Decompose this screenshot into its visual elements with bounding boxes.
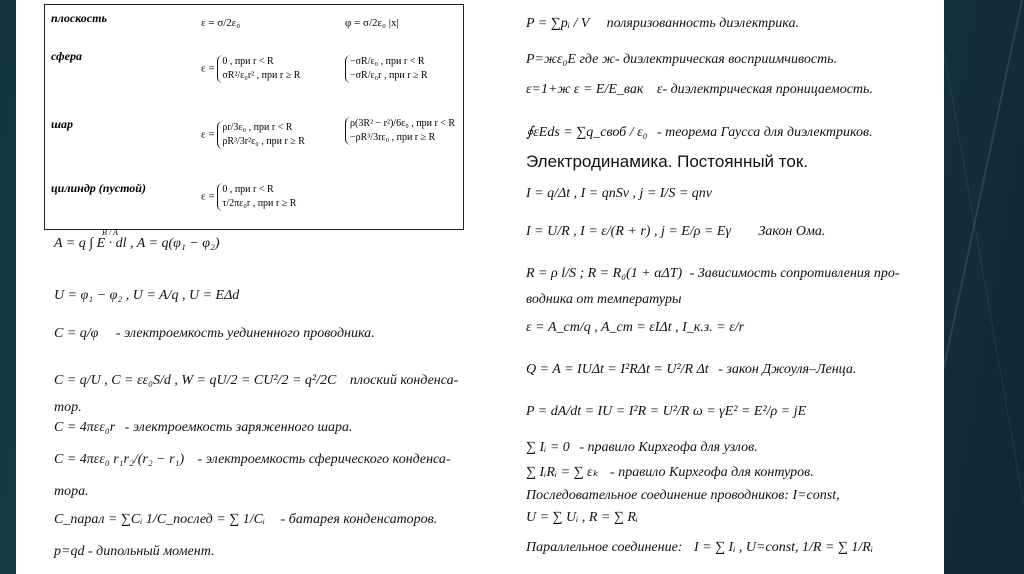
formula-text: ε=1+ж ε = E/E_вак xyxy=(526,82,644,97)
gauss-theorem-formula xyxy=(526,124,873,141)
case-line: 0 , при r < R xyxy=(222,56,274,67)
series-connection-desc: Последовательное соединение проводников: I=const, xyxy=(526,488,840,503)
left-column xyxy=(32,0,502,574)
ball-capacitance-formula xyxy=(54,420,353,436)
spherical-capacitor-formula xyxy=(54,452,451,468)
capacitance-formula xyxy=(54,326,375,342)
permittivity-formula xyxy=(526,82,873,98)
formula-text: P = ∑pᵢ / V xyxy=(526,16,590,31)
phi-formula: φ = σ/2ε₀ |x| xyxy=(345,17,399,29)
case-line: σR²/ε₀r² , при r ≥ R xyxy=(222,70,301,81)
resistance-formula xyxy=(526,266,900,282)
formula-text: I = ∑ Iᵢ , U=const, 1/R = ∑ 1/Rᵢ xyxy=(693,540,874,555)
work-formula xyxy=(54,228,220,252)
susceptibility-formula: P=жε₀E где ж- диэлектрическая восприимчивость. xyxy=(526,52,838,67)
polarization-formula xyxy=(526,16,799,32)
case-line: −σR/ε₀ , при r < R xyxy=(350,56,425,67)
parallel-connection-formula xyxy=(526,540,873,556)
flat-capacitor-desc-cont: тор. xyxy=(54,400,82,415)
formula-description: - электроемкость уединенного проводника. xyxy=(115,326,375,341)
formula-description: Закон Ома. xyxy=(758,224,826,239)
kirchhoff-nodes-formula xyxy=(526,440,758,456)
formula-text: Q = A = IUΔt = I²RΔt = U²/R Δt xyxy=(526,362,709,377)
ohm-law-formula xyxy=(526,224,825,240)
formula-text: R = ρ l/S ; R = R₀(1 + αΔT) xyxy=(526,266,683,281)
spherical-capacitor-desc-cont: тора. xyxy=(54,484,89,499)
formula-text: ∮εEds = ∑q_своб / ε₀ xyxy=(526,125,648,140)
formula-sheet xyxy=(16,0,944,574)
row-name: шар xyxy=(51,117,73,131)
eps-label: ε = xyxy=(201,62,215,75)
formula-description: - электроемкость заряженного шара. xyxy=(124,420,353,435)
case-line: ρr/3ε₀ , при r < R xyxy=(222,122,293,133)
eps-formula: ε = σ/2ε₀ xyxy=(201,17,241,29)
case-line: 0 , при r < R xyxy=(222,184,274,195)
formula-text: C_парал = ∑Cᵢ 1/C_послед = ∑ 1/Cᵢ xyxy=(54,512,266,527)
formula-description: - закон Джоуля–Ленца. xyxy=(718,362,857,377)
case-line: ρ(3R² − r²)/6ε₀ , при r < R xyxy=(350,118,456,129)
current-formula: I = q/Δt , I = qnSv , j = I/S = qnv xyxy=(526,186,712,201)
series-connection-formula: U = ∑ Uᵢ , R = ∑ Rᵢ xyxy=(526,510,639,525)
formula-text: A = q ∫ E · dl , A = q(φ₁ − φ₂) xyxy=(54,236,220,251)
formula-text: C = 4πεε₀ r₁r₂/(r₂ − r₁) xyxy=(54,452,185,467)
battery-formula xyxy=(54,512,437,528)
formula-text: I = U/R , I = ε/(R + r) , j = E/ρ = Eγ xyxy=(526,224,731,239)
formula-description: поляризованность диэлектрика. xyxy=(606,16,799,31)
row-name: сфера xyxy=(51,49,82,63)
formula-description: - правило Кирхгофа для узлов. xyxy=(579,440,758,455)
formula-description: плоский конденса- xyxy=(349,373,459,388)
row-name: цилиндр (пустой) xyxy=(51,181,146,195)
formula-description: - электроемкость сферического конденса- xyxy=(197,452,451,467)
flat-capacitor-formula xyxy=(54,373,458,389)
formula-text: C = 4πεε₀r xyxy=(54,420,116,435)
joule-lenz-formula xyxy=(526,362,856,378)
emf-formula: ε = A_ст/q , A_ст = εIΔt , I_к.з. = ε/r xyxy=(526,320,745,335)
section-heading: Электродинамика. Постоянный ток. xyxy=(526,152,808,171)
formula-description: - правило Кирхгофа для контуров. xyxy=(610,465,814,480)
formula-text: ∑ Iᵢ = 0 xyxy=(526,440,570,455)
kirchhoff-loops-formula xyxy=(526,464,814,481)
formula-text: C = q/φ xyxy=(54,326,99,341)
right-column xyxy=(526,0,944,574)
formula-description: - батарея конденсаторов. xyxy=(280,512,438,527)
row-name: плоскость xyxy=(51,11,107,25)
formula-description: ε- диэлектрическая проницаемость. xyxy=(656,82,873,97)
case-line: −σR/ε₀r , при r ≥ R xyxy=(350,70,428,81)
case-line: τ/2πε₀r , при r ≥ R xyxy=(222,198,297,209)
formula-description: - Зависимость сопротивления про- xyxy=(689,266,900,281)
formula-description: Параллельное соединение: xyxy=(526,540,683,555)
formula-text: ∑ IᵢRᵢ = ∑ εₖ xyxy=(526,465,599,480)
integral-limits: B / A xyxy=(102,228,118,237)
formula-text: C = q/U , C = εε₀S/d , W = qU/2 = CU²/2 = q²/2C xyxy=(54,373,337,388)
resistance-desc-cont: водника от температуры xyxy=(526,292,682,307)
power-formula: P = dA/dt = IU = I²R = U²/R ω = γE² = E²/ρ = jE xyxy=(526,404,807,419)
case-line: −ρR³/3rε₀ , при r ≥ R xyxy=(350,132,436,143)
dipole-formula: p=qd - дипольный момент. xyxy=(54,544,215,559)
case-line: ρR³/3r²ε₀ , при r ≥ R xyxy=(222,136,305,147)
eps-label: ε = xyxy=(201,190,215,203)
voltage-formula: U = φ₁ − φ₂ , U = A/q , U = EΔd xyxy=(54,288,240,303)
formula-description: - теорема Гаусса для диэлектриков. xyxy=(656,125,873,140)
eps-label: ε = xyxy=(201,128,215,141)
